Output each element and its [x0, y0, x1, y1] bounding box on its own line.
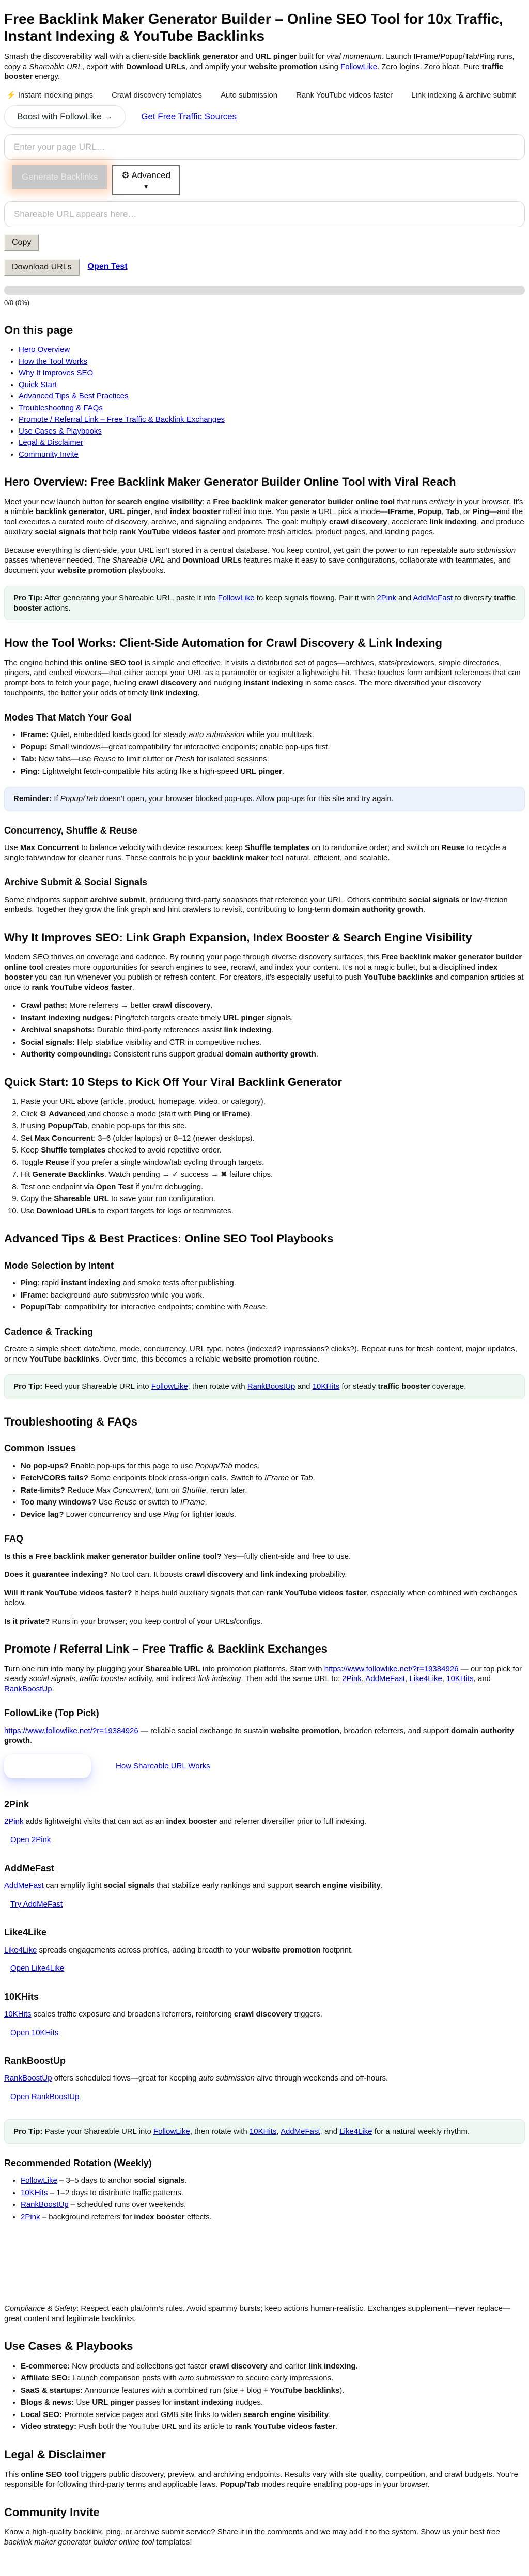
- list-item: • Popup/Tab: compatibility for interactive endpoints; combine with Reuse.: [21, 1302, 525, 1313]
- inline-link[interactable]: 2Pink: [21, 2212, 40, 2221]
- platform-link-row: [10, 1899, 525, 1910]
- toc-item: [19, 403, 525, 413]
- paragraph: Know a high-quality backlink, ping, or archive submit service? Share it in the comments and we may add it to the system. Show us your best free backlink maker generator builder online tool templates!: [4, 2527, 500, 2547]
- platform-link-row: [10, 1963, 525, 1974]
- list: [4, 2361, 525, 2432]
- boost-followlike-button[interactable]: Boost with FollowLike →: [4, 105, 126, 128]
- inline-link[interactable]: RankBoostUp: [21, 2200, 69, 2210]
- platform-link-row: [10, 1835, 525, 1845]
- paragraph: Is it private? Runs in your browser; you keep control of your URLs/configs.: [4, 1617, 263, 1626]
- get-free-traffic-link[interactable]: Get Free Traffic Sources: [141, 111, 237, 122]
- paragraph: RankBoostUp offers scheduled flows—great for keeping auto submission alive through weekends and off-hours.: [4, 2074, 388, 2083]
- section-heading: Troubleshooting & FAQs: [4, 1415, 137, 1428]
- subsection-heading: FollowLike (Top Pick): [4, 1708, 99, 1719]
- inline-link[interactable]: 10KHits: [21, 2188, 48, 2197]
- toc-link[interactable]: Why It Improves SEO: [19, 369, 94, 378]
- spacer: [4, 2231, 525, 2298]
- list-item: • FollowLike – 3–5 days to anchor social signals.: [21, 2175, 525, 2186]
- list: [4, 730, 525, 776]
- paragraph: Turn one run into many by plugging your Shareable URL into promotion platforms. Start with https://www.followlike.net/?r=19384926 — our top pick for steady social signals, traffic booster activity, and indirect link indexing. Then add the same URL to: 2Pink, AddMeFast, Like4Like, 10KHits, and RankBoostUp.: [4, 1664, 522, 1693]
- list-item: • IFrame: background auto submission while you work.: [21, 1290, 525, 1301]
- toc-item: [19, 345, 525, 355]
- inline-link[interactable]: RankBoostUp: [247, 1382, 295, 1391]
- toc-link[interactable]: Promote / Referral Link – Free Traffic & Backlink Exchanges: [19, 415, 225, 424]
- subsection-heading: Modes That Match Your Goal: [4, 712, 132, 723]
- paragraph: Compliance & Safety: Respect each platform’s rules. Avoid spammy bursts; keep actions human-realistic. Exchanges supplement—never replace—great content and legitimate backlinks.: [4, 2304, 510, 2323]
- inline-link[interactable]: https://www.followlike.net/?r=19384926: [4, 1726, 138, 1735]
- paragraph: The engine behind this online SEO tool is simple and effective. It visits a distributed set of pages—archives, stats/previewers, simple directories, pingers, and embed viewers—that either accept your URL as a parameter or register a lightweight hit. These touches form ambient references that can prompt bots to fetch your page, fueling crawl discovery and nudging instant indexing in some cases. The more diversified your discovery touchpoints, the better your odds of timely link indexing.: [4, 658, 521, 698]
- subsection-heading: 2Pink: [4, 1799, 29, 1810]
- toc-list: [4, 345, 525, 459]
- section-heading: Why It Improves SEO: Link Graph Expansion, Index Booster & Search Engine Visibility: [4, 931, 472, 944]
- list-item: 8. Test one endpoint via Open Test if you’re debugging.: [21, 1182, 525, 1192]
- list-item: • Social signals: Help stabilize visibility and CTR in competitive niches.: [21, 1037, 525, 1048]
- shareable-url-input[interactable]: [4, 201, 525, 227]
- inline-link[interactable]: AddMeFast: [280, 2127, 320, 2136]
- subsection-heading: Cadence & Tracking: [4, 1326, 94, 1337]
- list-item: • Local SEO: Promote service pages and GMB site links to widen search engine visibility.: [21, 2410, 525, 2420]
- platform-link-row: [10, 2092, 525, 2102]
- toc-link[interactable]: Quick Start: [19, 380, 57, 389]
- inline-link[interactable]: Like4Like: [339, 2127, 372, 2136]
- subsection-heading: AddMeFast: [4, 1863, 55, 1874]
- list-item: 2. Click ⚙ Advanced and choose a mode (start with Ping or IFrame).: [21, 1109, 525, 1119]
- paragraph: AddMeFast can amplify light social signals that stabilize early rankings and support search engine visibility.: [4, 1881, 383, 1891]
- section-heading: Promote / Referral Link – Free Traffic & Backlink Exchanges: [4, 1642, 328, 1656]
- paragraph: This online SEO tool triggers public discovery, preview, and archiving endpoints. Results vary with site quality, competition, and crawl budgets. You’re responsible for following third-party terms and applicable laws. Popup/Tab modes require enabling pop-ups in your browser.: [4, 2470, 518, 2489]
- list-item: • Crawl paths: More referrers → better crawl discovery.: [21, 1001, 525, 1011]
- inline-link[interactable]: RankBoostUp: [4, 2074, 52, 2083]
- inline-link[interactable]: FollowLike: [217, 594, 255, 603]
- list-item: • Fetch/CORS fails? Some endpoints block cross-origin calls. Switch to IFrame or Tab.: [21, 1473, 525, 1483]
- inline-link[interactable]: 2Pink: [342, 1674, 362, 1684]
- list: [4, 2175, 525, 2222]
- platform-open-link[interactable]: Open 10KHits: [10, 2028, 59, 2037]
- pro-tip-callout: Pro Tip: After generating your Shareable URL, paste it into FollowLike to keep signals flowing. Pair it with 2Pink and AddMeFast to diversify traffic booster actions.: [4, 586, 525, 620]
- inline-link[interactable]: FollowLike: [151, 1382, 188, 1391]
- platform-open-link[interactable]: Try AddMeFast: [10, 1899, 63, 1909]
- paragraph: Meet your new launch button for search engine visibility: a Free backlink maker generator builder online tool that runs entirely in your browser. It’s a nimble backlink generator, URL pinger, and index booster rolled into one. You paste a URL, pick a mode—IFrame, Popup, Tab, or Ping—and the tool executes a curated route of discovery, archive, and signaling endpoints. The goal: multiply crawl discovery, accelerate link indexing, and produce auxiliary social signals that help rank YouTube videos faster and promote fresh articles, product pages, and landing pages.: [4, 497, 524, 537]
- list-item: • Authority compounding: Consistent runs support gradual domain authority growth.: [21, 1049, 525, 1060]
- followlike-cta-button[interactable]: [4, 1754, 91, 1778]
- inline-link[interactable]: Like4Like: [4, 1945, 37, 1955]
- toc-link[interactable]: Community Invite: [19, 450, 79, 459]
- list-item: • 2Pink – background referrers for index booster effects.: [21, 2212, 525, 2222]
- list-item: • 10KHits – 1–2 days to distribute traffic patterns.: [21, 2188, 525, 2198]
- paragraph: 10KHits scales traffic exposure and broadens referrers, reinforcing crawl discovery triggers.: [4, 2010, 322, 2019]
- inline-link[interactable]: 10KHits: [249, 2127, 277, 2136]
- section-heading: Use Cases & Playbooks: [4, 2340, 133, 2353]
- list: [4, 1461, 525, 1520]
- toc-link[interactable]: Hero Overview: [19, 345, 70, 355]
- list-item: • E-commerce: New products and collections get faster crawl discovery and earlier link indexing.: [21, 2361, 525, 2372]
- toc-link[interactable]: Troubleshooting & FAQs: [19, 403, 103, 412]
- list-item: • Blogs & news: Use URL pinger passes for instant indexing nudges.: [21, 2397, 525, 2408]
- pro-tip-callout: Pro Tip: Feed your Shareable URL into FollowLike, then rotate with RankBoostUp and 10KHits for steady traffic booster coverage.: [4, 1374, 525, 1399]
- section-heading: Community Invite: [4, 2505, 100, 2519]
- subsection-heading: Concurrency, Shuffle & Reuse: [4, 825, 137, 836]
- hero-section: [4, 10, 525, 128]
- tool-panel: [4, 134, 525, 308]
- list-item: 10. Use Download URLs to export targets for logs or teammates.: [21, 1206, 525, 1217]
- list-item: • No pop-ups? Enable pop-ups for this page to use Popup/Tab modes.: [21, 1461, 525, 1471]
- toc-item: [19, 368, 525, 378]
- paragraph: Use Max Concurrent to balance velocity with device resources; keep Shuffle templates on to randomize order; and switch on Reuse to recycle a single tab/window for cleaner runs. These controls help your backlink maker feel natural, efficient, and scalable.: [4, 843, 507, 862]
- reminder-callout: Reminder: If Popup/Tab doesn’t open, your browser blocked pop-ups. Allow pop-ups for this site and try again.: [4, 787, 525, 811]
- paragraph: Because everything is client-side, your URL isn’t stored in a central database. You keep control, yet gain the power to run repeatable auto submission passes whenever needed. The Shareable URL and Download URLs features make it easy to save configurations, collaborate with teammates, and document your website promotion playbooks.: [4, 546, 516, 575]
- list: [4, 1097, 525, 1216]
- page-title: Free Backlink Maker Generator Builder – Online SEO Tool for 10x Traffic, Instant Indexing & YouTube Backlinks: [4, 11, 503, 44]
- toc-item: [19, 426, 525, 437]
- subsection-heading: Like4Like: [4, 1927, 47, 1938]
- paragraph: Does it guarantee indexing? No tool can. It boosts crawl discovery and link indexing probability.: [4, 1570, 347, 1579]
- list-item: • Video strategy: Push both the YouTube URL and its article to rank YouTube videos faster.: [21, 2422, 525, 2432]
- section-heading: Quick Start: 10 Steps to Kick Off Your Viral Backlink Generator: [4, 1075, 343, 1089]
- inline-link[interactable]: AddMeFast: [4, 1881, 44, 1891]
- toc-link[interactable]: How the Tool Works: [19, 357, 87, 366]
- inline-link[interactable]: AddMeFast: [413, 594, 453, 603]
- inline-link[interactable]: Like4Like: [409, 1674, 442, 1684]
- hero-actions: [4, 105, 525, 128]
- page-url-input[interactable]: [4, 134, 525, 160]
- platform-open-link[interactable]: Open Like4Like: [10, 1964, 65, 1973]
- list-item: • IFrame: Quiet, embedded loads good for steady auto submission while you multitask.: [21, 730, 525, 740]
- feature-chip: ⚡ Instant indexing pings: [6, 90, 93, 100]
- section-heading: On this page: [4, 323, 73, 337]
- progress-bar: [4, 286, 525, 295]
- inline-link[interactable]: 10KHits: [446, 1674, 474, 1684]
- list-item: • SaaS & startups: Announce features with a combined run (site + blog + YouTube backlinks).: [21, 2386, 525, 2396]
- feature-chip: Rank YouTube videos faster: [296, 90, 393, 100]
- followlike-cta-row: [4, 1754, 525, 1778]
- toc-item: [19, 391, 525, 402]
- list-item: 5. Keep Shuffle templates checked to avoid repetitive order.: [21, 1145, 525, 1156]
- section-heading: Legal & Disclaimer: [4, 2447, 106, 2461]
- list-item: • Device lag? Lower concurrency and use Ping for lighter loads.: [21, 1510, 525, 1520]
- list-item: • Ping: Lightweight fetch-compatible hits acting like a high-speed URL pinger.: [21, 766, 525, 777]
- toc-link[interactable]: Use Cases & Playbooks: [19, 426, 102, 436]
- inline-link[interactable]: FollowLike: [340, 62, 377, 71]
- toc-item: [19, 414, 525, 425]
- progress-label: 0/0 (0%): [4, 298, 30, 307]
- list-item: • Rate-limits? Reduce Max Concurrent, turn on Shuffle, rerun later.: [21, 1485, 525, 1496]
- inline-link[interactable]: 2Pink: [4, 1817, 24, 1826]
- subsection-heading: Archive Submit & Social Signals: [4, 877, 148, 888]
- article: [4, 323, 525, 2548]
- toc-item: [19, 357, 525, 367]
- list-item: • Too many windows? Use Reuse or switch to IFrame.: [21, 1497, 525, 1508]
- list-item: • Tab: New tabs—use Reuse to limit clutter or Fresh for isolated sessions.: [21, 754, 525, 764]
- paragraph: Create a simple sheet: date/time, mode, concurrency, URL type, notes (indexed? impressions? clicks?). Repeat runs for fresh content, major updates, or new YouTube backlinks. Over time, this becomes a reliable website promotion routine.: [4, 1345, 517, 1364]
- list-item: 1. Paste your URL above (article, product, homepage, video, or category).: [21, 1097, 525, 1107]
- platform-open-link[interactable]: Open 2Pink: [10, 1835, 51, 1845]
- paragraph: Some endpoints support archive submit, producing third-party snapshots that reference your URL. Others contribute social signals or low-friction embeds. Together they grow the link graph and hint crawlers to revisit, contributing to long-term domain authority growth.: [4, 895, 508, 915]
- advanced-label: Advanced: [131, 170, 171, 181]
- section-heading: How the Tool Works: Client-Side Automation for Crawl Discovery & Link Indexing: [4, 636, 442, 650]
- list-item: 4. Set Max Concurrent: 3–6 (older laptops) or 8–12 (newer desktops).: [21, 1133, 525, 1144]
- toc-item: [19, 438, 525, 448]
- list: [4, 1001, 525, 1060]
- section-heading: Advanced Tips & Best Practices: Online SEO Tool Playbooks: [4, 1232, 334, 1245]
- inline-link[interactable]: RankBoostUp: [4, 1684, 52, 1693]
- inline-link[interactable]: 2Pink: [377, 594, 396, 603]
- list-item: • Affiliate SEO: Launch comparison posts with auto submission to secure early impressions.: [21, 2373, 525, 2383]
- advanced-toggle[interactable]: [112, 165, 180, 195]
- copy-button[interactable]: Copy: [4, 234, 39, 251]
- subsection-heading: 10KHits: [4, 1991, 39, 2002]
- paragraph: https://www.followlike.net/?r=19384926 — reliable social exchange to sustain website promotion, broaden referrers, and support domain authority growth.: [4, 1726, 514, 1746]
- intro-paragraph: Smash the discoverability wall with a client-side backlink generator and URL pinger built for viral momentum. Launch IFrame/Popup/Tab/Ping runs, copy a Shareable URL, export with Download URLs, and amplify your website promotion using FollowLike. Zero logins. Zero bloat. Pure traffic booster energy.: [4, 52, 515, 82]
- section-heading: Hero Overview: Free Backlink Maker Generator Builder Online Tool with Viral Reach: [4, 475, 456, 489]
- platform-link-row: [10, 2028, 525, 2038]
- paragraph: Will it rank YouTube videos faster? It helps build auxiliary signals that can rank YouTube videos faster, especially when combined with exchanges below.: [4, 1588, 517, 1608]
- subsection-heading: RankBoostUp: [4, 2056, 66, 2067]
- subsection-heading: FAQ: [4, 1533, 24, 1544]
- inline-link[interactable]: AddMeFast: [365, 1674, 406, 1684]
- subsection-heading: Common Issues: [4, 1443, 76, 1454]
- list-item: • Instant indexing nudges: Ping/fetch targets create timely URL pinger signals.: [21, 1013, 525, 1023]
- lightning-icon: ⚡: [6, 90, 18, 100]
- list-item: • Archival snapshots: Durable third-party references assist link indexing.: [21, 1025, 525, 1035]
- inline-link[interactable]: 10KHits: [4, 2010, 32, 2019]
- feature-chip: Link indexing & archive submit: [411, 90, 516, 100]
- list-item: 3. If using Popup/Tab, enable pop-ups for this site.: [21, 1121, 525, 1131]
- subsection-heading: Mode Selection by Intent: [4, 1260, 114, 1271]
- how-shareable-url-works-link[interactable]: How Shareable URL Works: [116, 1761, 210, 1770]
- generate-backlinks-button[interactable]: Generate Backlinks: [12, 165, 107, 189]
- platform-open-link[interactable]: Open RankBoostUp: [10, 2092, 80, 2101]
- toc-item: [19, 380, 525, 390]
- paragraph: Like4Like spreads engagements across profiles, adding breadth to your website promotion footprint.: [4, 1945, 353, 1955]
- list: [4, 1278, 525, 1313]
- pro-tip-callout: Pro Tip: Paste your Shareable URL into FollowLike, then rotate with 10KHits, AddMeFast, and Like4Like for a natural weekly rhythm.: [4, 2119, 525, 2144]
- toc-link[interactable]: Legal & Disclaimer: [19, 438, 84, 447]
- toc-item: [19, 450, 525, 460]
- list-item: 6. Toggle Reuse if you prefer a single window/tab cycling through targets.: [21, 1158, 525, 1168]
- inline-link[interactable]: FollowLike: [153, 2127, 190, 2136]
- list-item: • Ping: rapid instant indexing and smoke tests after publishing.: [21, 1278, 525, 1288]
- feature-chip-row: [4, 90, 525, 101]
- subsection-heading: Recommended Rotation (Weekly): [4, 2157, 152, 2168]
- list-item: • RankBoostUp – scheduled runs over weekends.: [21, 2200, 525, 2210]
- inline-link[interactable]: https://www.followlike.net/?r=19384926: [324, 1664, 459, 1673]
- paragraph: 2Pink adds lightweight visits that can act as an index booster and referrer diversifier prior to full indexing.: [4, 1817, 367, 1826]
- toc-link[interactable]: Advanced Tips & Best Practices: [19, 392, 129, 401]
- feature-chip: Auto submission: [221, 90, 278, 100]
- paragraph: Is this a Free backlink maker generator builder online tool? Yes—fully client-side and free to use.: [4, 1551, 351, 1561]
- download-urls-button[interactable]: Download URLs: [4, 259, 80, 276]
- gear-icon: ⚙: [121, 170, 130, 181]
- inline-link[interactable]: FollowLike: [21, 2176, 57, 2185]
- list-item: 9. Copy the Shareable URL to save your run configuration.: [21, 1194, 525, 1204]
- list-item: 7. Hit Generate Backlinks. Watch pending → ✓ success → ✖ failure chips.: [21, 1170, 525, 1180]
- open-test-link[interactable]: Open Test: [87, 262, 128, 271]
- feature-chip: Crawl discovery templates: [111, 90, 203, 100]
- inline-link[interactable]: 10KHits: [312, 1382, 340, 1391]
- list-item: • Popup: Small windows—great compatibility for interactive endpoints; enable pop-ups first.: [21, 742, 525, 753]
- paragraph: Modern SEO thrives on coverage and cadence. By routing your page through diverse discovery surfaces, this Free backlink maker generator builder online tool creates more opportunities for search engines to see, recrawl, and index your content. It’s not a magic bullet, but a disciplined index booster you can run whenever you publish or refresh content. For creators, it’s especially useful to push YouTube backlinks and companion articles at once to rank YouTube videos faster.: [4, 953, 524, 992]
- chevron-down-icon: ▼: [143, 183, 149, 191]
